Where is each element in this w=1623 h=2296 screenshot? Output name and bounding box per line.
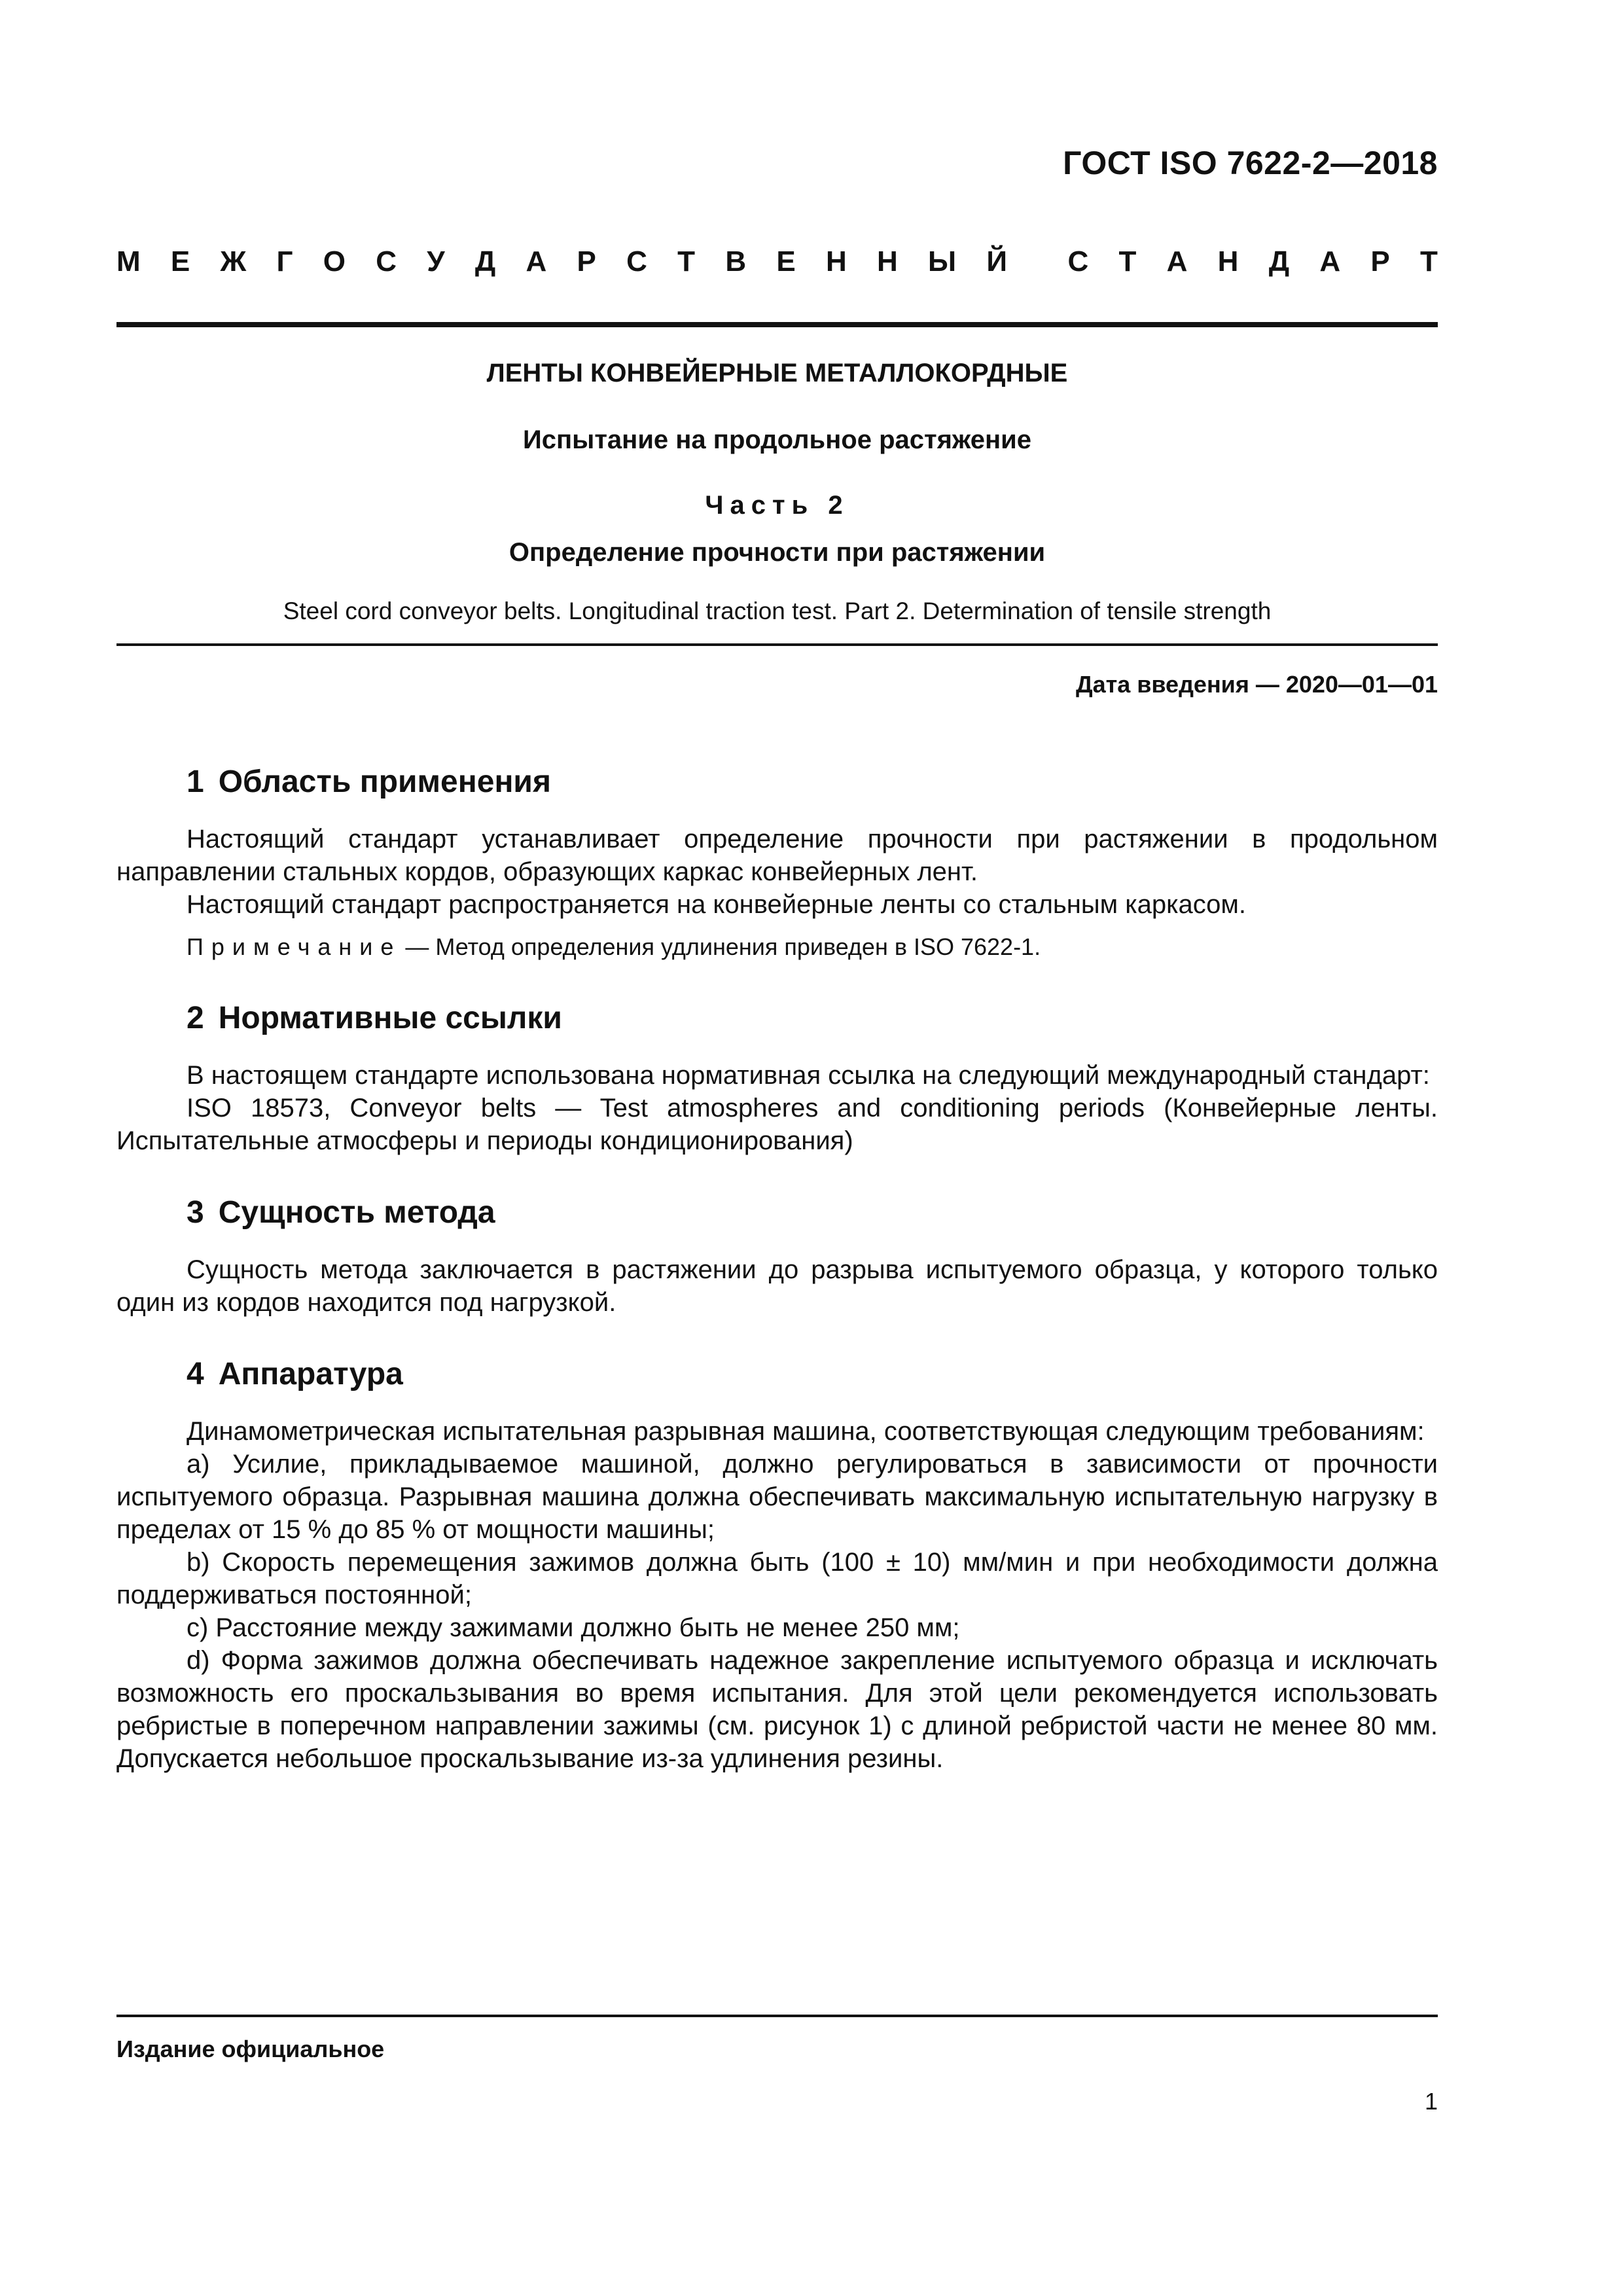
standard-type-letter: Н [825, 245, 847, 278]
list-item: c) Расстояние между зажимами должно быть не менее 250 мм; [187, 1613, 960, 1642]
section-heading-scope: 1 Область применения [187, 764, 551, 799]
standard-type-letter: Д [474, 245, 496, 278]
title-divider [116, 643, 1438, 646]
standard-type-heading [116, 245, 1438, 285]
paragraph: Динамометрическая испытательная разрывная машина, соответствующая следующим требованиям: [187, 1417, 1425, 1446]
page-number: 1 [1424, 2088, 1438, 2115]
part-label: Часть 2 [705, 491, 849, 520]
standard-type-letter: С [626, 245, 647, 278]
note-label: Примечание [187, 933, 402, 960]
standard-type-letter: Е [170, 245, 190, 278]
document-code: ГОСТ ISO 7622-2—2018 [1063, 145, 1438, 181]
section-heading-method: 3 Сущность метода [187, 1195, 495, 1230]
footer-divider [116, 2015, 1438, 2017]
standard-type-letter: Г [276, 245, 293, 278]
official-edition-label: Издание официальное [116, 2036, 385, 2062]
list-item: а) Усилие, прикладываемое машиной, должно регулироваться в зависимости от прочности испытуемого образца. Разрывная машина должна обеспечивать максимальную испытательную нагрузку в пределах от 15 % до 85 % от мощности машины; [116, 1450, 1438, 1544]
standard-type-letter: В [725, 245, 747, 278]
standard-type-letter: А [1166, 245, 1188, 278]
standard-type-letter: У [427, 245, 445, 278]
document-body [116, 762, 1438, 1775]
standard-type-letter: Й [986, 245, 1007, 278]
note [187, 931, 1438, 963]
standard-type-letter: Ы [928, 245, 957, 278]
paragraph: Настоящий стандарт устанавливает определение прочности при растяжении в продольном направлении стальных кордов, образующих каркас конвейерных лент. [116, 825, 1438, 886]
english-title: Steel cord conveyor belts. Longitudinal traction test. Part 2. Determination of tensile strength [283, 598, 1272, 624]
document-subtitle: Испытание на продольное растяжение [523, 425, 1031, 454]
list-item: b) Скорость перемещения зажимов должна быть (100 ± 10) мм/мин и при необходимости должна поддерживаться постоянной; [116, 1548, 1438, 1609]
standard-type-letter: Р [577, 245, 596, 278]
paragraph: ISO 18573, Conveyor belts — Test atmospheres and conditioning periods (Конвейерные ленты. Испытательные атмосферы и периоды кондиционирования) [116, 1094, 1438, 1155]
standard-type-letter: Ж [220, 245, 247, 278]
standard-type-letter: Н [876, 245, 898, 278]
section-heading-apparatus: 4 Аппаратура [187, 1357, 403, 1391]
standard-type-letter: Д [1268, 245, 1290, 278]
standard-type-letter: О [323, 245, 346, 278]
standard-type-letter: М [116, 245, 141, 278]
paragraph: Сущность метода заключается в растяжении до разрыва испытуемого образца, у которого только один из кордов находится под нагрузкой. [116, 1255, 1438, 1317]
standard-type-letter: Н [1217, 245, 1239, 278]
standard-type-letter: А [526, 245, 547, 278]
standard-type-letter: Т [1118, 245, 1137, 278]
standard-type-letter: А [1319, 245, 1341, 278]
section-heading-references: 2 Нормативные ссылки [187, 1001, 562, 1035]
list-item: d) Форма зажимов должна обеспечивать надежное закрепление испытуемого образца и исключать возможность его проскальзывания во время испытания. Для этой цели рекомендуется использовать ребристые в поперечном направлении зажимы (см. рисунок 1) с длиной ребристой части не менее 80 мм. Допускается небольшое проскальзывание из-за удлинения резины. [116, 1646, 1438, 1773]
part-title: Определение прочности при растяжении [508, 538, 1046, 567]
note-text: — Метод определения удлинения приведен в ISO 7622-1. [405, 933, 1041, 960]
document-title: ЛЕНТЫ КОНВЕЙЕРНЫЕ МЕТАЛЛОКОРДНЫЕ [486, 359, 1068, 387]
paragraph: В настоящем стандарте использована нормативная ссылка на следующий международный стандарт: [187, 1061, 1430, 1090]
paragraph: Настоящий стандарт распространяется на конвейерные ленты со стальным каркасом. [187, 890, 1247, 919]
standard-type-letter: С [1067, 245, 1089, 278]
standard-type-letter: Р [1370, 245, 1390, 278]
standard-type-letter: Т [677, 245, 696, 278]
top-divider [116, 322, 1438, 327]
introduction-date: Дата введения — 2020—01—01 [1075, 671, 1438, 698]
standard-type-letter: Т [1419, 245, 1438, 278]
standard-type-letter: С [376, 245, 397, 278]
standard-type-letter: Е [776, 245, 796, 278]
